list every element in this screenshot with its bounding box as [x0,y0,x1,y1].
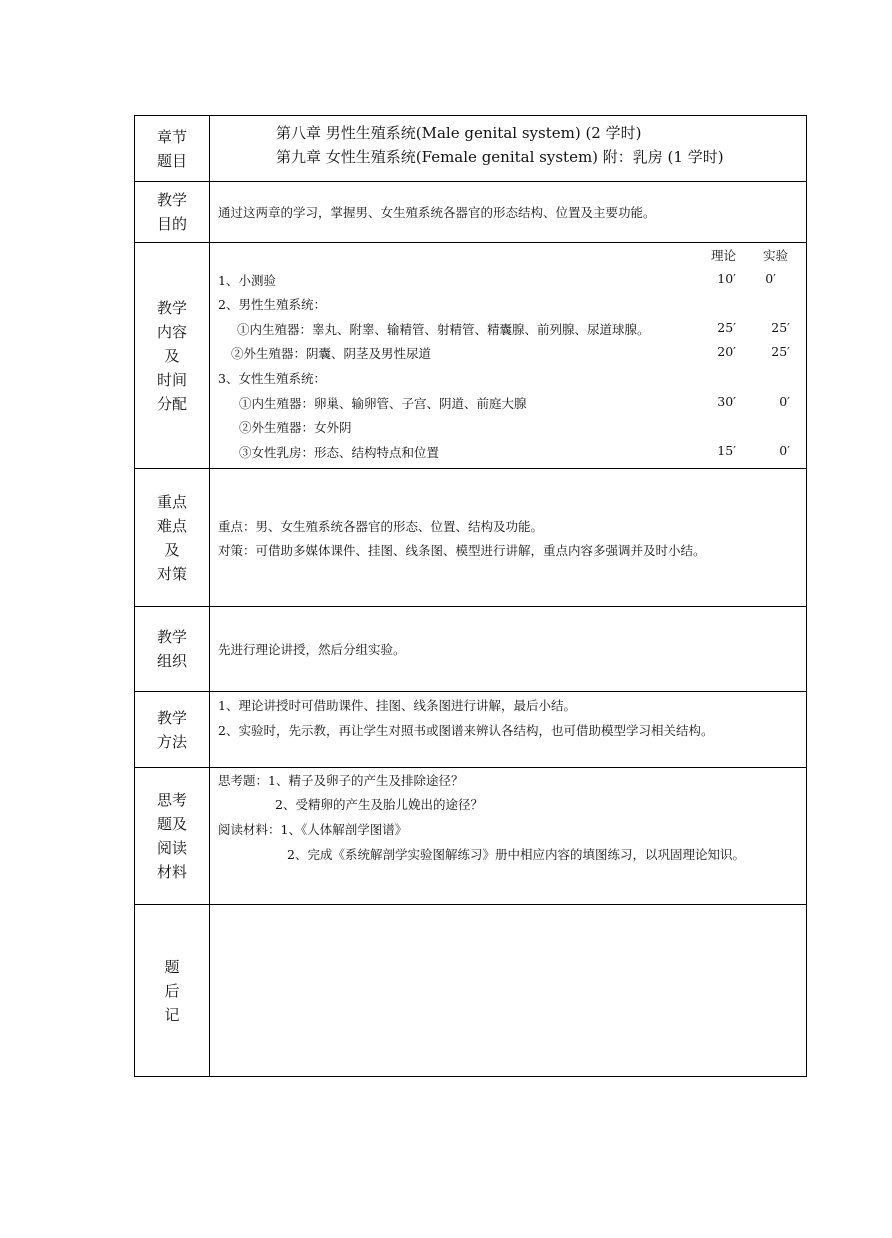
label-line: 思考 [156,791,187,809]
label-line: 及 [164,540,180,559]
label-line: 对策 [156,564,187,583]
reading-2: 2、完成《系统解剖学实验图解练习》册中相应内容的填图练习，以巩固理论知识。 [287,847,745,862]
reading-1: 阅读材料：1、《人体解剖学图谱》 [218,822,408,837]
label-line: 组织 [156,652,187,670]
reading-label [135,768,210,904]
item-lab: 25′ [771,320,790,335]
item-lab: 0′ [779,443,790,458]
chapter-title-row [135,116,806,182]
label-line: 重点 [156,492,187,511]
label-line: 题 [164,957,180,976]
label-line: 分配 [156,394,187,413]
method-text-1: 1、理论讲授时可借助课件、挂图、线条图进行讲解，最后小结。 [218,698,576,713]
label-line: 记 [164,1005,180,1024]
item-text: ③女性乳房：形态、结构特点和位置 [239,445,440,460]
organization-label [135,607,210,691]
item-text: ②外生殖器：阴囊、阴茎及男性尿道 [231,346,432,361]
key-points-content [210,469,806,606]
item-theory: 30′ [717,394,736,409]
method-content [210,692,806,767]
label-line: 时间 [156,370,187,389]
label-line: 后 [164,981,180,1000]
item-text: 3、女性生殖系统： [218,371,326,386]
label-line: 教学 [156,708,187,727]
method-text-2: 2、实验时，先示教，再让学生对照书或图谱来辨认各结构，也可借助模型学习相关结构。 [218,723,714,738]
label-line: 内容 [156,322,187,341]
content-allocation-row [135,243,806,469]
item-lab: 0′ [779,394,790,409]
label-line: 材料 [156,863,187,881]
reading-row [135,768,806,905]
key-points-row [135,469,806,607]
chapter-9-title: 第九章 女性生殖系统(Female genital system) 附：乳房 (1 学时) [276,148,724,166]
item-text: 1、小测验 [218,273,276,288]
label-line: 教学 [156,628,187,646]
content-allocation-label [135,243,210,468]
label-line: 教学 [156,191,187,209]
objective-label [135,182,210,242]
method-label [135,692,210,767]
method-row [135,692,806,768]
item-theory: 10′ [717,271,736,286]
content-allocation-content [210,243,806,468]
organization-row [135,607,806,692]
lab-header: 实验 [762,248,788,263]
chapter-title-content [210,116,806,181]
label-line: 题及 [156,815,187,833]
item-theory: 20′ [717,344,736,359]
theory-header: 理论 [710,248,736,263]
item-lab: 0′ [765,271,776,286]
question-1: 思考题：1、精子及卵子的产生及排除途径？ [218,773,464,788]
chapter-title-label [135,116,210,181]
label-line: 方法 [156,732,187,751]
item-text: ②外生殖器：女外阴 [239,420,352,435]
label-line: 教学 [156,298,187,317]
objective-row [135,182,806,243]
objective-content [210,182,806,242]
key-points-label [135,469,210,606]
label-line: 题目 [156,151,187,170]
organization-text: 先进行理论讲授，然后分组实验。 [218,642,406,657]
item-text: 2、男性生殖系统： [218,297,326,312]
chapter-8-title: 第八章 男性生殖系统(Male genital system) (2 学时) [276,124,642,142]
strategy-text: 对策：可借助多媒体课件、挂图、线条图、模型进行讲解，重点内容多强调并及时小结。 [218,543,706,558]
label-line: 目的 [156,215,187,233]
postscript-row [135,905,806,1076]
label-line: 阅读 [156,839,187,857]
item-text: ①内生殖器：卵巢、输卵管、子宫、阴道、前庭大腺 [239,396,527,411]
label-line: 难点 [156,516,187,535]
label-line: 及 [164,346,180,365]
question-2: 2、受精卵的产生及胎儿娩出的途径？ [275,797,483,812]
item-lab: 25′ [771,344,790,359]
label-line: 章节 [156,127,187,146]
objective-text: 通过这两章的学习，掌握男、女生殖系统各器官的形态结构、位置及主要功能。 [218,205,656,220]
lesson-plan-table [134,115,807,1077]
item-text: ①内生殖器：睾丸、附睾、输精管、射精管、精囊腺、前列腺、尿道球腺。 [237,322,650,337]
item-theory: 25′ [717,320,736,335]
reading-content [210,768,806,904]
item-theory: 15′ [717,443,736,458]
organization-content [210,607,806,691]
postscript-label [135,905,210,1076]
postscript-content[interactable] [210,905,806,1076]
key-points-text: 重点：男、女生殖系统各器官的形态、位置、结构及功能。 [218,519,544,534]
